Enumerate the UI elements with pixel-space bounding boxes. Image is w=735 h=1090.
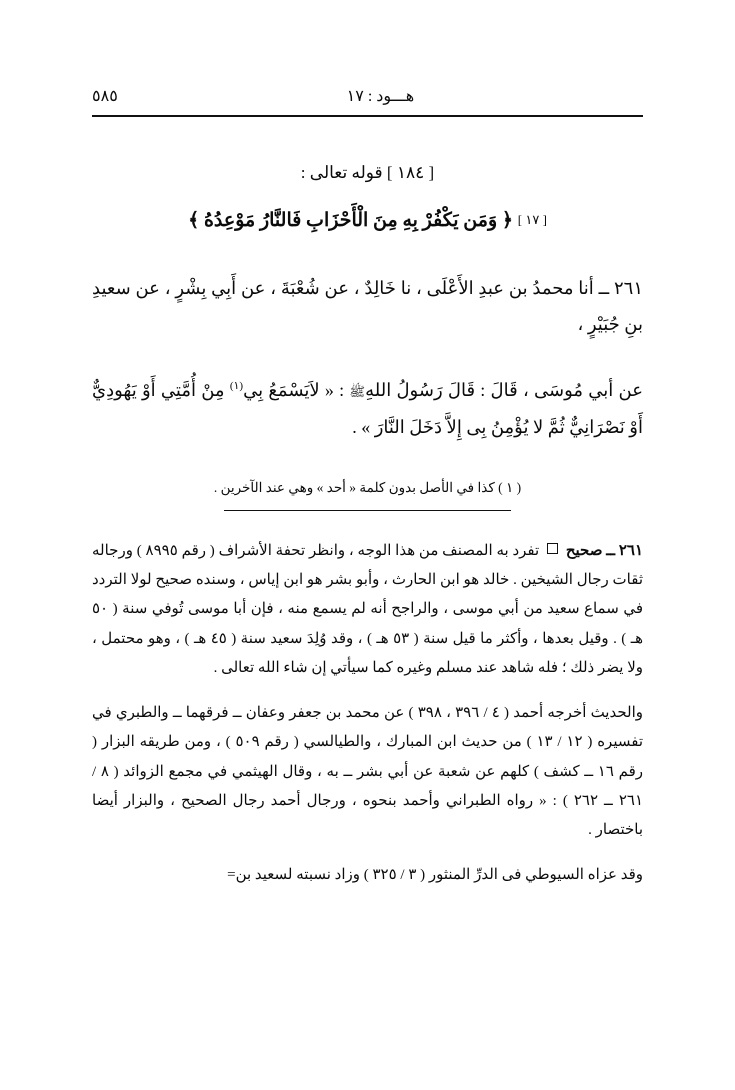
commentary-paragraph	[92, 699, 643, 845]
matn-part-2: : « لاَيَسْمَعُ بِي	[243, 380, 350, 400]
hadith-isnad: ٢٦١ ــ أنا محمدُ بن عبدِ الأَعْلَى ، نا خَالِدٌ ، عن شُعْبَةَ ، عن أَبِي بِشْرٍ ، عن سعيدِ بنِ جُبَيْرٍ ،	[92, 278, 643, 334]
running-title: هـــود : ١٧	[346, 88, 415, 105]
matn-part-3: مِنْ أُمَّتِي أَوْ يَهُودِيٌّ أَوْ نَصْرَانِيٌّ ثُمَّ لا يُؤْمِنُ بِى إِلاَّ دَخَلَ النَّارَ » .	[92, 380, 643, 437]
footnote-divider	[224, 510, 511, 511]
page-number: ٥٨٥	[92, 88, 118, 105]
quran-verse-text: ﴿ وَمَن يَكْفُرْ بِهِ مِنَ الْأَحْزَابِ فَالنَّارُ مَوْعِدُهُ ﴾	[188, 210, 514, 231]
box-glyph-icon	[547, 543, 558, 554]
commentary-paragraph	[92, 861, 643, 890]
quran-verse-line	[92, 209, 643, 232]
commentary-text: تفرد به المصنف من هذا الوجه ، وانظر تحفة الأشراف ( رقم ٨٩٩٥ ) ورجاله ثقات رجال الشيخين . خالد هو ابن الحارث ، وأبو بشر هو ابن إياس ، وسنده صحيح لولا التردد في سماع سعيد من أبي موسى ، والراجح أنه لم يسمع منه ، فإن أبا موسى تُوفي سنة ( ٥٠ هـ ) . وقيل بعدها ، وأكثر ما قيل سنة ( ٥٣ هـ ) ، وقد وُلِدَ سعيد سنة ( ٤٥ هـ ) ، وهو محتمل ، ولا يضر ذلك ؛ فله شاهد عند مسلم وغيره كما سيأتي إن شاء الله تعالى .	[92, 542, 643, 676]
commentary-paragraph	[92, 537, 643, 683]
salla-allah-seal-icon: ﷺ	[349, 384, 366, 399]
commentary-text: والحديث أخرجه أحمد ( ٤ / ٣٩٦ ، ٣٩٨ ) عن محمد بن جعفر وعفان ــ فرقهما ــ والطبري في تفسيره ( ١٢ / ١٣ ) من حديث ابن المبارك ، والطيالسي ( رقم ٥٠٩ ) ، ومن طريقه البزار ( رقم ١٦ ــ كشف ) كلهم عن شعبة عن أبي بشر ــ به ، وقال الهيثمي في مجمع الزوائد ( ٨ / ٢٦١ ــ ٢٦٢ ) : « رواه الطبراني وأحمد بنحوه ، ورجال أحمد رجال الصحيح ، والبزار أيضا باختصار .	[92, 705, 644, 839]
page-header	[92, 86, 643, 106]
page-body	[92, 163, 643, 891]
footnote-text: ( ١ ) كذا في الأصل بدون كلمة « أحد » وهي عند الآخرين .	[213, 479, 522, 495]
hadith-matn	[92, 372, 643, 446]
matn-part-1: عن أبي مُوسَى ، قَالَ : قَالَ رَسُولُ اللهِ	[365, 380, 643, 400]
ayah-reference: [ ١٧ ]	[517, 212, 547, 227]
hadith-number: ٢٦١ ــ	[606, 542, 644, 559]
header-divider	[92, 115, 643, 117]
section-heading: [ ١٨٤ ] قوله تعالى :	[300, 163, 435, 182]
footnote-marker: (١)	[229, 380, 244, 392]
commentary-block	[92, 537, 643, 891]
grading-label: صحيح	[565, 542, 603, 559]
commentary-text: وقد عزاه السيوطي فى الدرِّ المنثور ( ٣ / ٣٢٥ ) وزاد نسبته لسعيد بن=	[227, 867, 643, 884]
